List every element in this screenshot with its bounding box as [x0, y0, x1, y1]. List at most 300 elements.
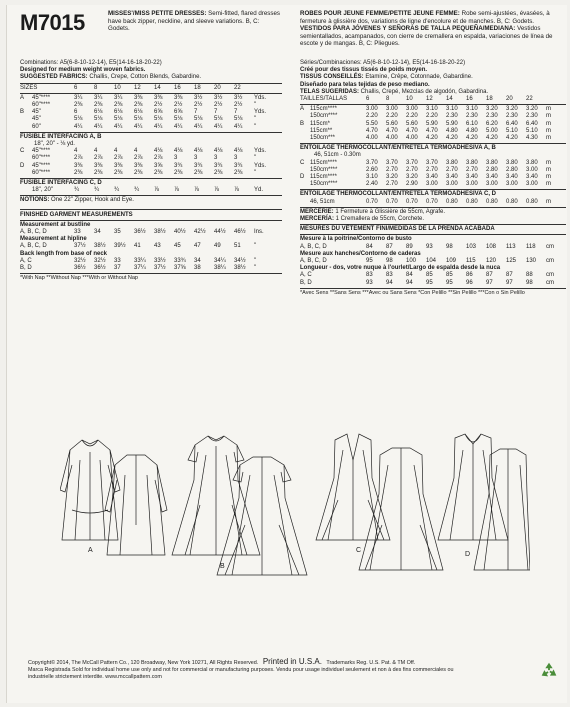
measurement-row: [300, 181, 566, 188]
row-value-cell: 4.00: [366, 135, 378, 142]
row-value-cell: 4: [134, 148, 138, 155]
tissus-title: TISSUS CONSEILLÉS:: [300, 74, 364, 81]
description-fr-title: ROBES POUR JEUNE FEMME/PETITE JEUNE FEMME:: [300, 10, 460, 17]
row-value-cell: 83: [386, 272, 393, 279]
measurement-row: [300, 272, 566, 279]
row-value-cell: 3.00: [526, 181, 538, 188]
row-value-cell: 33½: [154, 257, 166, 264]
row-value-cell: 84: [366, 243, 373, 250]
row-width-label: 60"****: [32, 169, 51, 176]
row-value-cell: 95: [446, 279, 453, 286]
row-unit: Ins.: [254, 229, 264, 236]
row-value-cell: 3.10: [466, 106, 478, 113]
row-unit: m: [546, 181, 551, 188]
row-value-cell: 3.20: [386, 174, 398, 181]
row-value-cell: 85: [446, 272, 453, 279]
row-width-label: 45"****: [32, 94, 51, 101]
row-value-cell: 5.90: [446, 120, 458, 127]
row-value-cell: 3⅜: [134, 94, 143, 101]
row-value-cell: 4.20: [446, 135, 458, 142]
row-value-cell: 4¼: [174, 123, 183, 130]
row-value-cell: 6⅛: [134, 109, 143, 116]
row-value-cell: 45: [174, 243, 181, 250]
row-value-cell: 3.40: [486, 174, 498, 181]
row-view-label: A, B, C, D: [20, 229, 47, 236]
row-value-cell: 4⅛: [194, 148, 203, 155]
row-value-cell: 0.70: [426, 198, 438, 205]
row-value-cell: 3.00: [426, 181, 438, 188]
row-value-cell: 3.00: [406, 106, 418, 113]
tissus-line: [300, 74, 566, 81]
row-value-cell: 32½: [74, 257, 86, 264]
row-unit: ": [254, 243, 257, 250]
measurement-row: [300, 280, 566, 287]
row-value-cell: 3.00: [466, 181, 478, 188]
row-value-cell: 113: [506, 243, 516, 250]
row-value-cell: 89: [406, 243, 413, 250]
row-value-cell: 0.80: [446, 198, 458, 205]
row-width-label: 115cm****: [310, 106, 337, 113]
row-value-cell: ¾: [94, 187, 100, 194]
row-value-cell: 3¾: [174, 162, 183, 169]
row-value-cell: 5.10: [526, 127, 538, 134]
row-value-cell: 3.80: [446, 159, 458, 166]
row-value-cell: 4¼: [154, 123, 163, 130]
measurement-row: [20, 95, 282, 102]
view-b-label: B: [220, 563, 225, 570]
row-width-label: 150cm****: [310, 181, 338, 188]
row-value-cell: ¾: [134, 187, 140, 194]
row-unit: cm: [546, 243, 554, 250]
row-value-cell: 4: [94, 148, 98, 155]
row-value-cell: 2⅜: [214, 169, 223, 176]
size-header-cell: 14: [154, 84, 161, 91]
row-value-cell: 4.70: [386, 127, 398, 134]
row-value-cell: 3¾: [194, 162, 203, 169]
row-unit: ": [254, 116, 257, 123]
row-value-cell: 4.80: [446, 127, 458, 134]
row-value-cell: 87: [486, 272, 493, 279]
row-value-cell: 36½: [94, 265, 106, 272]
entoilage-cd-heading: ENTOILAGE THERMOCOLLANT/ENTRETELA TERMOADHESIVA C, D: [300, 191, 496, 198]
sens-note: *Avec Sens **Sans Sens ***Avec ou Sans Sens *Con Pelillo **Sin Pelillo ***Con o Sin Pelillo: [300, 289, 525, 296]
row-value-cell: 4: [74, 148, 78, 155]
size-header-cell: 22: [234, 84, 241, 91]
row-value-cell: 94: [406, 279, 413, 286]
row-value-cell: 87: [506, 272, 513, 279]
row-value-cell: 2.80: [486, 166, 498, 173]
row-value-cell: 33: [114, 257, 121, 264]
row-value-cell: 98: [386, 258, 393, 265]
view-b-back-drawing: [217, 457, 307, 575]
row-view-label: [300, 135, 310, 142]
description-fr-text: Robe semi-ajustées, évasées, à fermeture à glissière dos, variations de ligne d'encolure et de manches. B, C: Godets.: [300, 10, 550, 25]
cree-line: Créé pour des tissus tissés de poids moyen.: [300, 67, 428, 74]
entoilage-ab-value: 46, 51cm - 0.30m: [314, 152, 361, 159]
row-value-cell: 3.70: [386, 159, 398, 166]
row-value-cell: 2½: [234, 102, 243, 109]
row-value-cell: 2.20: [386, 113, 398, 120]
view-a-front-drawing: [60, 440, 120, 540]
row-value-cell: 4⅛: [234, 148, 243, 155]
row-value-cell: 3: [194, 155, 198, 162]
measurement-row: [20, 102, 282, 109]
row-value-cell: 2.30: [486, 113, 498, 120]
row-value-cell: 4¼: [74, 123, 83, 130]
row-unit: m: [546, 106, 551, 113]
row-value-cell: 41: [134, 243, 141, 250]
row-view-label: [300, 199, 310, 206]
row-value-cell: 3.20: [526, 106, 538, 113]
row-value-cell: 97: [506, 279, 513, 286]
measurement-row: [300, 244, 566, 251]
row-value-cell: 36½: [74, 265, 86, 272]
row-value-cell: 3.70: [426, 159, 438, 166]
suggested-fabrics-title: SUGGESTED FABRICS:: [20, 74, 88, 81]
merceria-title: MERCERÍA:: [300, 216, 334, 223]
row-width-label: 45": [32, 116, 41, 123]
row-value-cell: 0.80: [526, 198, 538, 205]
merceria-text: 1 Cremallera de 55cm, Corchete.: [334, 216, 425, 223]
size-header-cell: 16: [174, 84, 181, 91]
row-unit: m: [546, 120, 551, 127]
row-value-cell: 2.70: [426, 166, 438, 173]
measurement-row: [20, 187, 282, 194]
bustline-label: Measurement at bustline: [20, 221, 91, 228]
row-view-label: [300, 128, 310, 135]
row-value-cell: 4.20: [426, 135, 438, 142]
row-unit: m: [546, 113, 551, 120]
row-value-cell: 2⅜: [134, 169, 143, 176]
row-width-label: 150cm****: [310, 113, 338, 120]
hipline-label: Measurement at hipline: [20, 236, 87, 243]
row-view-label: [20, 116, 32, 123]
size-header-cell: 10: [114, 84, 121, 91]
row-value-cell: 33: [74, 229, 81, 236]
measurement-row: [300, 113, 566, 120]
row-value-cell: 5⅛: [194, 116, 203, 123]
row-value-cell: 4.70: [406, 127, 418, 134]
row-value-cell: 104: [426, 258, 437, 265]
row-value-cell: 2⅞: [114, 155, 123, 162]
row-value-cell: 2.30: [466, 113, 478, 120]
measurement-row: [20, 148, 282, 155]
tissus-text: Etamine, Crêpe, Cotonnade, Gabardine.: [363, 74, 473, 81]
row-view-label: [300, 181, 310, 188]
row-value-cell: 3.00: [486, 181, 498, 188]
row-value-cell: 3¾: [234, 162, 243, 169]
row-value-cell: 5⅛: [114, 116, 123, 123]
row-view-label: [300, 113, 310, 120]
row-value-cell: 3.80: [526, 159, 538, 166]
row-value-cell: 7: [194, 109, 198, 116]
row-width-label: 60": [32, 123, 41, 130]
row-value-cell: 2⅜: [154, 169, 163, 176]
row-value-cell: 6⅛: [94, 109, 103, 116]
row-value-cell: 2⅞: [134, 155, 143, 162]
row-value-cell: 38½: [234, 265, 246, 272]
row-value-cell: 2.20: [366, 113, 378, 120]
row-value-cell: 38¼: [214, 265, 226, 272]
longueur-label: Longueur - dos, votre nuque à l'ourlet/Largo de espalda desde la nuca: [300, 265, 501, 272]
row-view-label: D: [20, 162, 25, 169]
row-value-cell: 3⅜: [154, 94, 163, 101]
measurement-row: [20, 243, 282, 250]
row-width-label: 18", 20": [32, 187, 53, 194]
row-value-cell: 2.70: [466, 166, 478, 173]
copyright-footer: [28, 658, 548, 681]
view-c-label: C: [356, 547, 362, 554]
row-value-cell: 32½: [94, 257, 106, 264]
row-view-label: [20, 170, 32, 177]
row-value-cell: 34½: [234, 257, 246, 264]
row-value-cell: 4.00: [406, 135, 418, 142]
row-value-cell: 86: [466, 272, 473, 279]
series-line: Séries/Combinaciones: A5(6-8-10-12-14), E5(14-16-18-20-22): [300, 60, 466, 66]
row-value-cell: 37½: [74, 243, 86, 250]
row-unit: ": [254, 123, 257, 130]
measurement-row: [20, 109, 282, 116]
row-value-cell: 5.60: [406, 120, 418, 127]
row-value-cell: 5⅛: [74, 116, 83, 123]
row-value-cell: ⅞: [154, 187, 160, 194]
recycle-icon: [538, 660, 560, 682]
row-value-cell: 5.90: [426, 120, 438, 127]
row-value-cell: 3.40: [426, 174, 438, 181]
row-value-cell: 3.00: [386, 106, 398, 113]
row-value-cell: 3.40: [446, 174, 458, 181]
row-value-cell: 5.60: [386, 120, 398, 127]
size-header-cell: 16: [466, 96, 473, 103]
row-value-cell: 2⅜: [94, 169, 103, 176]
row-value-cell: 0.80: [506, 198, 518, 205]
row-value-cell: 3.70: [406, 159, 418, 166]
row-value-cell: 2.20: [426, 113, 438, 120]
row-value-cell: 33¼: [134, 257, 146, 264]
row-value-cell: 2⅜: [174, 169, 183, 176]
merceria-line: [300, 216, 566, 223]
row-view-label: C: [300, 159, 305, 166]
row-value-cell: 103: [466, 243, 477, 250]
printed-in-usa: Printed in U.S.A.: [262, 657, 322, 666]
row-value-cell: 4¼: [134, 123, 143, 130]
row-value-cell: 6.40: [506, 120, 518, 127]
row-value-cell: 3⅜: [74, 162, 83, 169]
row-value-cell: 4.30: [526, 135, 538, 142]
row-value-cell: 98: [446, 243, 453, 250]
suggested-fabrics-text: Challis, Crepe, Cotton Blends, Gabardine.: [87, 74, 202, 81]
row-value-cell: 40½: [174, 229, 186, 236]
row-width-label: 115cm****: [310, 159, 337, 166]
row-value-cell: 5⅛: [154, 116, 163, 123]
row-width-label: 60"****: [32, 155, 51, 162]
row-value-cell: 4⅛: [214, 148, 223, 155]
view-d-front-drawing: [438, 434, 508, 540]
row-value-cell: 3¼: [94, 94, 103, 101]
row-value-cell: 94: [386, 279, 393, 286]
row-unit: ": [254, 155, 257, 162]
row-value-cell: 6: [74, 109, 78, 116]
row-value-cell: 4: [114, 148, 118, 155]
mercerie-text: 1 Fermeture à Glissière de 55cm, Agrafe.: [333, 208, 446, 215]
row-value-cell: 6.10: [466, 120, 478, 127]
row-value-cell: 2½: [214, 102, 223, 109]
size-header-cell: 10: [406, 96, 413, 103]
view-b-front-drawing: [172, 436, 260, 555]
row-value-cell: 5⅛: [94, 116, 103, 123]
row-value-cell: 4.00: [386, 135, 398, 142]
description-es-title: VESTIDOS PARA JÓVENES Y SEÑORAS DE TALLA PEQUEÑA/MEDIANA:: [300, 25, 516, 33]
row-value-cell: 4.80: [466, 127, 478, 134]
row-unit: cm: [546, 258, 554, 265]
tailles-label: TAILLES/TALLAS: [300, 96, 348, 103]
measurement-row: [300, 121, 566, 128]
row-width-label: 150cm****: [310, 166, 338, 173]
row-value-cell: 3.20: [486, 106, 498, 113]
row-view-label: B, D: [20, 265, 32, 272]
row-unit: ": [254, 102, 257, 109]
row-unit: Yds.: [254, 94, 267, 101]
row-value-cell: ⅞: [194, 187, 200, 194]
row-value-cell: 96: [466, 279, 473, 286]
row-unit: m: [546, 166, 551, 173]
notions-title: NOTIONS:: [20, 197, 50, 204]
row-value-cell: 0.80: [466, 198, 478, 205]
row-value-cell: 46½: [234, 229, 246, 236]
row-value-cell: 97: [486, 279, 493, 286]
row-value-cell: 3⅜: [94, 162, 103, 169]
row-value-cell: 3.40: [466, 174, 478, 181]
row-value-cell: 6⅝: [174, 109, 183, 116]
row-value-cell: 120: [486, 258, 497, 265]
size-header-cell: 12: [426, 96, 433, 103]
row-value-cell: 2⅜: [194, 169, 203, 176]
row-value-cell: 6⅝: [154, 109, 163, 116]
row-value-cell: 5.00: [486, 127, 498, 134]
notions-text: One 22" Zipper, Hook and Eye.: [49, 197, 134, 204]
row-width-label: 46, 51cm: [310, 198, 335, 205]
row-value-cell: 98: [526, 279, 533, 286]
row-width-label: 115cm****: [310, 174, 337, 181]
row-value-cell: 38: [194, 265, 201, 272]
row-value-cell: 2⅜: [94, 102, 103, 109]
measurement-row: [20, 155, 282, 162]
row-value-cell: 2⅜: [134, 102, 143, 109]
row-value-cell: 2½: [154, 102, 163, 109]
row-width-label: 115cm**: [310, 127, 333, 134]
row-value-cell: 4.70: [366, 127, 378, 134]
mercerie-title: MERCERIE:: [300, 208, 334, 215]
row-width-label: 150cm***: [310, 135, 336, 142]
row-value-cell: 88: [526, 272, 533, 279]
poitrine-label: Mesure à la poitrine/Contorno de busto: [300, 236, 412, 243]
row-value-cell: 2.70: [406, 166, 418, 173]
row-value-cell: 2.80: [506, 166, 518, 173]
sizes-header-row: [20, 85, 282, 92]
row-value-cell: 6.20: [486, 120, 498, 127]
row-value-cell: 3.80: [506, 159, 518, 166]
measurement-row: [20, 229, 282, 236]
row-value-cell: 37½: [154, 265, 166, 272]
row-value-cell: 3.40: [506, 174, 518, 181]
row-value-cell: 0.70: [386, 198, 398, 205]
row-value-cell: 93: [426, 243, 433, 250]
row-value-cell: 49: [214, 243, 221, 250]
row-value-cell: 4¼: [214, 123, 223, 130]
row-value-cell: 3.00: [526, 166, 538, 173]
row-value-cell: 2.70: [446, 166, 458, 173]
row-value-cell: 3.80: [486, 159, 498, 166]
row-value-cell: ¾: [74, 187, 80, 194]
row-value-cell: 87: [386, 243, 393, 250]
row-value-cell: 42½: [194, 229, 206, 236]
finished-measurements-heading: FINISHED GARMENT MEASUREMENTS: [20, 211, 133, 218]
row-value-cell: ¾: [114, 187, 120, 194]
row-value-cell: 2.70: [386, 166, 398, 173]
row-value-cell: 3.00: [506, 181, 518, 188]
row-view-label: A, B, C, D: [300, 243, 327, 250]
row-value-cell: 3.00: [366, 106, 378, 113]
row-value-cell: 2⅞: [94, 155, 103, 162]
row-width-label: 115cm*: [310, 120, 330, 127]
row-value-cell: 3⅜: [174, 94, 183, 101]
row-value-cell: ⅞: [234, 187, 240, 194]
row-value-cell: 3.70: [366, 159, 378, 166]
row-value-cell: 3.20: [406, 174, 418, 181]
row-value-cell: 2⅜: [114, 169, 123, 176]
row-value-cell: 3¼: [74, 94, 83, 101]
row-value-cell: 2.30: [506, 113, 518, 120]
row-value-cell: 43: [154, 243, 161, 250]
measurement-row: [20, 170, 282, 177]
row-value-cell: 5⅛: [174, 116, 183, 123]
row-unit: Yd.: [254, 187, 264, 194]
row-value-cell: 34¼: [214, 257, 226, 264]
row-value-cell: 4¼: [234, 123, 243, 130]
size-header-cell: 18: [486, 96, 493, 103]
row-value-cell: 4⅛: [174, 148, 183, 155]
row-value-cell: 118: [526, 243, 536, 250]
size-header-cell: 20: [214, 84, 221, 91]
row-value-cell: 100: [406, 258, 417, 265]
interfacing-cd-heading: FUSIBLE INTERFACING C, D: [20, 180, 102, 187]
row-value-cell: 3¼: [114, 94, 123, 101]
row-view-label: [20, 102, 32, 109]
row-value-cell: 4¼: [94, 123, 103, 130]
row-value-cell: 34: [94, 229, 101, 236]
measurement-row: [300, 174, 566, 181]
pattern-number: M7015: [20, 10, 85, 35]
row-value-cell: 4.20: [486, 135, 498, 142]
row-value-cell: 6.40: [526, 120, 538, 127]
row-unit: cm: [546, 279, 554, 286]
mercerie-line: [300, 209, 566, 216]
row-view-label: C: [20, 148, 25, 155]
usage-notice-line: Marca Registrada Sold for individual home use only and not for commercial or manufacturing purposes. Vendu pour usage individuel seulement et non à des fins commerciales ou: [28, 667, 454, 673]
row-value-cell: 3.10: [426, 106, 438, 113]
row-unit: m: [546, 159, 551, 166]
row-view-label: A, B, C, D: [300, 258, 327, 265]
size-header-cell: 6: [74, 84, 78, 91]
row-unit: Yds.: [254, 162, 267, 169]
row-value-cell: 130: [526, 258, 537, 265]
metric-yardage-chart: [300, 60, 566, 297]
row-width-label: 45": [32, 109, 41, 116]
row-value-cell: 3⅜: [134, 162, 143, 169]
technical-drawings: [60, 430, 530, 590]
interfacing-ab-heading: FUSIBLE INTERFACING A, B: [20, 133, 102, 140]
row-value-cell: 2½: [194, 102, 203, 109]
